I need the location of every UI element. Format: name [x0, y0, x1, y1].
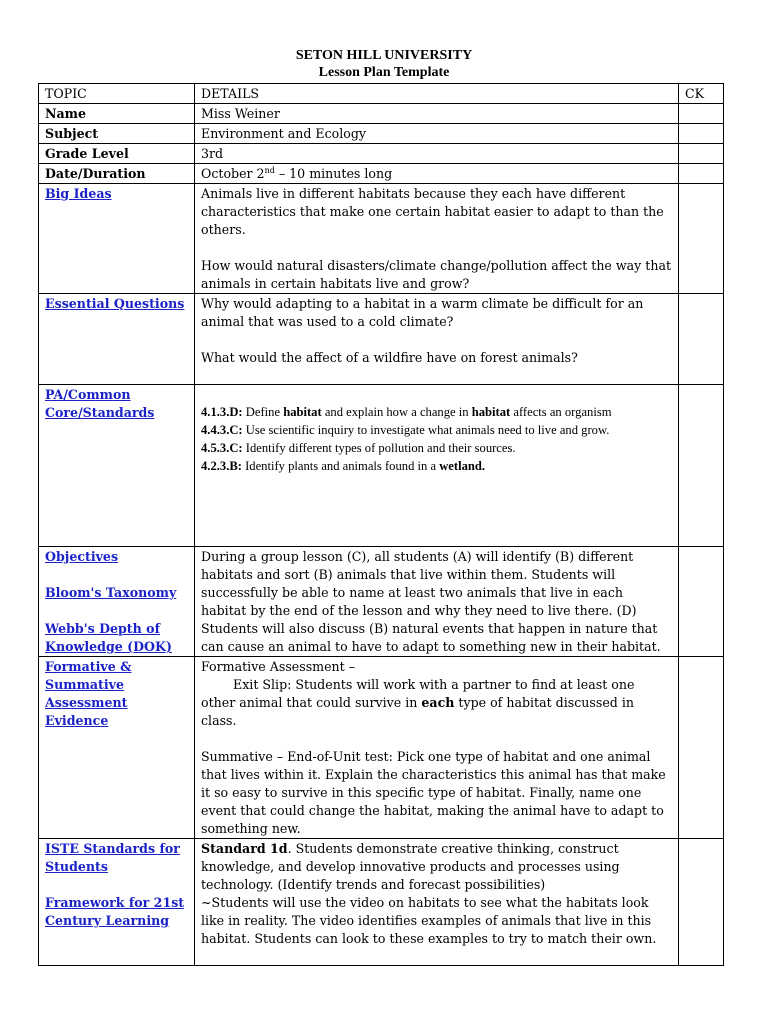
- template-name: Lesson Plan Template: [318, 65, 450, 80]
- name-label: Name: [39, 104, 195, 124]
- big-ideas-p2: How would natural disasters/climate change/pollution affect the way that animals in certain habitats live and grow?: [201, 258, 672, 291]
- formative-title: Formative Assessment –: [201, 659, 356, 674]
- objectives-link[interactable]: Objectives: [45, 549, 119, 564]
- standard-1d: Standard 1d. Students demonstrate creative thinking, construct knowledge, and develop innovative products and processes using technology. (Identify trends and forecast possibilities): [201, 841, 620, 892]
- ck-cell: [679, 657, 724, 839]
- big-ideas-p1: Animals live in different habitats because they each have different characteristics that make one certain habitat easier to adapt to than the others.: [201, 186, 664, 237]
- subject-row: [39, 124, 724, 144]
- essential-questions-link[interactable]: Essential Questions: [45, 296, 185, 311]
- standards-link[interactable]: PA/Common Core/Standards: [45, 387, 155, 420]
- ck-cell: [679, 104, 724, 124]
- ck-cell: [679, 144, 724, 164]
- iste-note: ~Students will use the video on habitats to see what the habitats look like in reality. The video identifies examples of animals that live in this habitat. Students can look to these examples to try to match their own.: [201, 895, 657, 946]
- big-ideas-row: [39, 184, 724, 294]
- framework-21st-century-link[interactable]: Framework for 21st Century Learning: [45, 895, 185, 928]
- assessment-link[interactable]: Formative & Summative Assessment Evidence: [45, 659, 132, 728]
- summative-text: Summative – End-of-Unit test: Pick one type of habitat and one animal that lives within it. Explain the characteristics this animal has that make it so easy to survive in this specific type of habitat. Finally, name one event that could change the habitat, making the animal have to adapt to something new.: [201, 749, 666, 836]
- blooms-taxonomy-link[interactable]: Bloom's Taxonomy: [45, 585, 177, 600]
- subject-label: Subject: [39, 124, 195, 144]
- lesson-plan-table: [38, 83, 724, 966]
- date-label: Date/Duration: [39, 164, 195, 184]
- date-duration: – 10 minutes long: [274, 166, 393, 181]
- big-ideas-details: [195, 184, 679, 294]
- date-value: [195, 164, 679, 184]
- date-day: October 2: [201, 166, 265, 181]
- header-row: [39, 84, 724, 104]
- big-ideas-link[interactable]: Big Ideas: [45, 186, 112, 201]
- iste-labels: [39, 839, 195, 966]
- grade-value: 3rd: [195, 144, 679, 164]
- topic-header: TOPIC: [39, 84, 195, 104]
- ck-cell: [679, 124, 724, 144]
- standard-4-5-3-c: 4.5.3.C: Identify different types of pollution and their sources.: [201, 441, 516, 455]
- essential-questions-row: [39, 294, 724, 385]
- document-title: [0, 47, 768, 81]
- exit-slip: Exit Slip: Students will work with a partner to find at least one other animal that could survive in each type of habitat discussed in class.: [201, 677, 635, 728]
- name-row: [39, 104, 724, 124]
- essential-questions-details: [195, 294, 679, 385]
- standards-row: [39, 385, 724, 547]
- ck-cell: [679, 839, 724, 966]
- ck-cell: [679, 164, 724, 184]
- standards-details: [195, 385, 679, 547]
- essential-p2: What would the affect of a wildfire have on forest animals?: [201, 350, 578, 365]
- standard-4-1-3-d: 4.1.3.D: Define habitat and explain how a change in habitat affects an organism: [201, 405, 612, 419]
- date-suffix: nd: [264, 165, 275, 175]
- university-name: SETON HILL UNIVERSITY: [295, 48, 473, 63]
- grade-label: Grade Level: [39, 144, 195, 164]
- ck-cell: [679, 294, 724, 385]
- iste-row: [39, 839, 724, 966]
- details-header: DETAILS: [195, 84, 679, 104]
- ck-cell: [679, 385, 724, 547]
- ck-cell: [679, 547, 724, 657]
- subject-value: Environment and Ecology: [195, 124, 679, 144]
- name-value: Miss Weiner: [195, 104, 679, 124]
- essential-p1: Why would adapting to a habitat in a warm climate be difficult for an animal that was used to a cold climate?: [201, 296, 644, 329]
- objectives-details: During a group lesson (C), all students (A) will identify (B) different habitats and sort (B) animals that live within them. Students will successfully be able to name at least two animals that live in each habitat by the end of the lesson and why they need to live there. (D) Students will also discuss (B) natural events that happen in nature that can cause an animal to have to adapt to something new in their habitat.: [195, 547, 679, 657]
- grade-row: [39, 144, 724, 164]
- assessment-row: [39, 657, 724, 839]
- objectives-row: [39, 547, 724, 657]
- standard-4-2-3-b: 4.2.3.B: Identify plants and animals found in a wetland.: [201, 459, 486, 473]
- ck-header: CK: [679, 84, 724, 104]
- assessment-details: [195, 657, 679, 839]
- webbs-dok-link[interactable]: Webb's Depth of Knowledge (DOK): [45, 621, 172, 654]
- ck-cell: [679, 184, 724, 294]
- iste-standards-link[interactable]: ISTE Standards for Students: [45, 841, 180, 874]
- objectives-labels: [39, 547, 195, 657]
- date-row: [39, 164, 724, 184]
- iste-details: [195, 839, 679, 966]
- standard-4-4-3-c: 4.4.3.C: Use scientific inquiry to investigate what animals need to live and grow.: [201, 423, 610, 437]
